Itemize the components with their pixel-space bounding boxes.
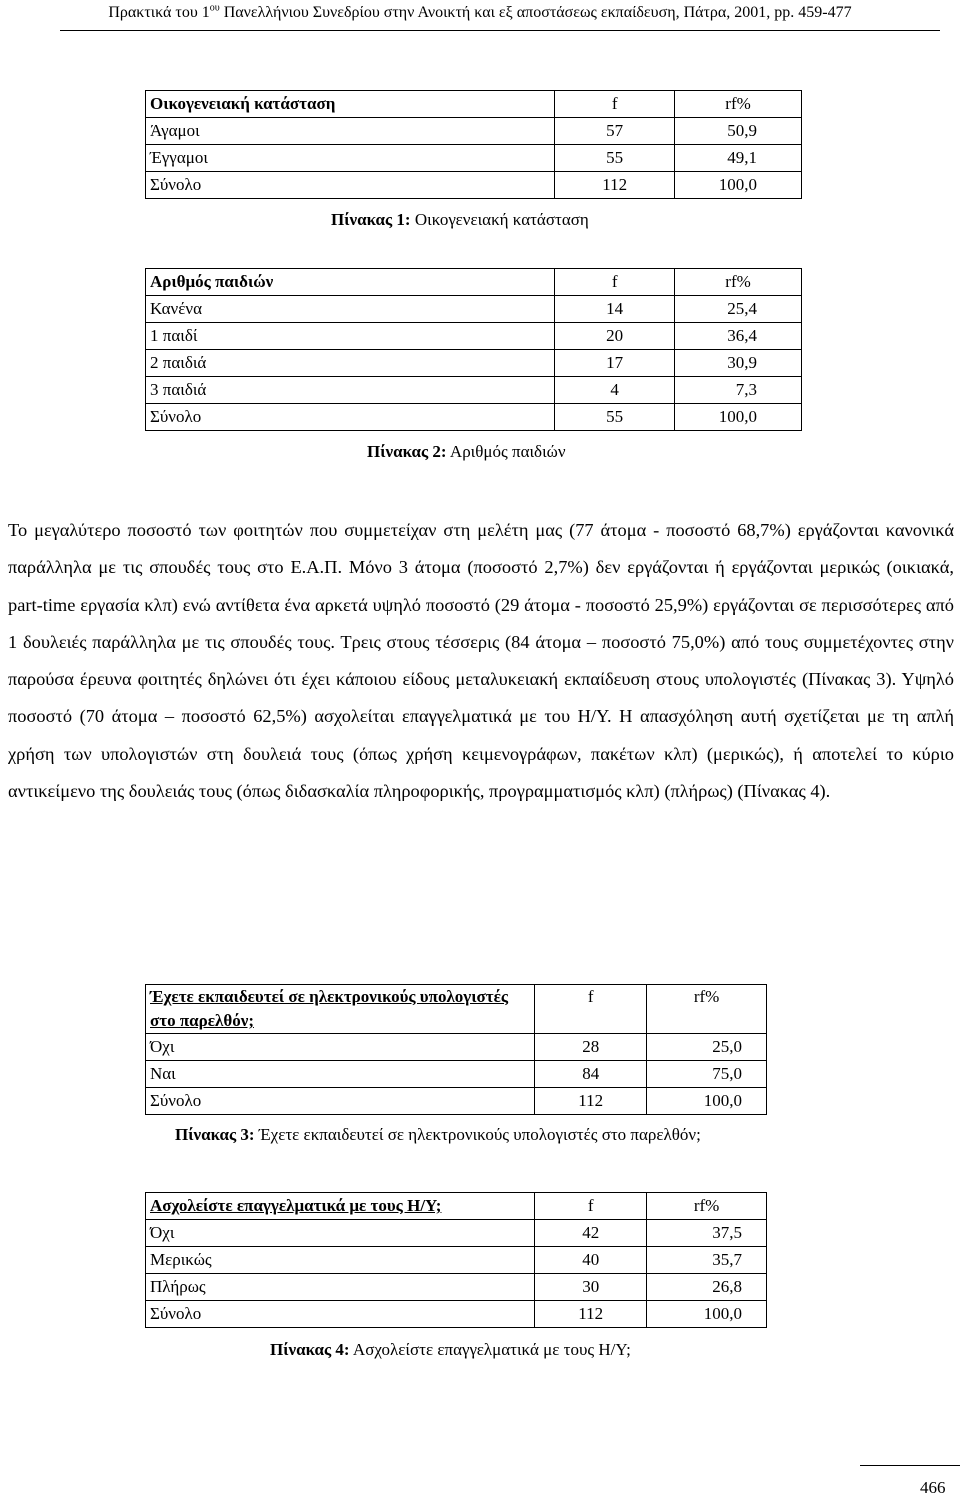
caption-label: Πίνακας 3: xyxy=(175,1125,255,1144)
header-cell: rf% xyxy=(675,91,802,118)
table-row xyxy=(146,118,802,145)
header-cell: Οικογενειακή κατάσταση xyxy=(146,91,555,118)
table-row xyxy=(146,1301,767,1328)
caption-text: Ασχολείστε επαγγελματικά με τους Η/Υ; xyxy=(349,1340,631,1359)
table-row xyxy=(146,172,802,199)
cell: Μερικώς xyxy=(146,1247,535,1274)
header-cell: rf% xyxy=(647,1193,767,1220)
cell: Σύνολο xyxy=(146,1088,535,1115)
table-row xyxy=(146,1220,767,1247)
table-row xyxy=(146,1088,767,1115)
cell: 100,0 xyxy=(647,1301,767,1328)
cell: 55 xyxy=(555,404,675,431)
cell: 112 xyxy=(555,172,675,199)
header-cell: rf% xyxy=(647,985,767,1034)
cell: 20 xyxy=(555,323,675,350)
caption-label: Πίνακας 4: xyxy=(270,1340,350,1359)
cell: Σύνολο xyxy=(146,172,555,199)
cell: 25,4 xyxy=(675,296,802,323)
cell: 30 xyxy=(535,1274,647,1301)
cell: 25,0 xyxy=(647,1034,767,1061)
cell: 14 xyxy=(555,296,675,323)
header-superscript: ου xyxy=(209,2,220,14)
running-header xyxy=(0,0,960,30)
cell: Κανένα xyxy=(146,296,555,323)
caption-label: Πίνακας 1: xyxy=(331,210,411,229)
cell: 84 xyxy=(535,1061,647,1088)
table-row xyxy=(146,350,802,377)
cell: 3 παιδιά xyxy=(146,377,555,404)
table-caption xyxy=(270,1340,631,1360)
cell: 49,1 xyxy=(675,145,802,172)
cell: 28 xyxy=(535,1034,647,1061)
table-header-row xyxy=(146,1193,767,1220)
table-header-row xyxy=(146,269,802,296)
table-row xyxy=(146,1034,767,1061)
cell: 112 xyxy=(535,1088,647,1115)
table-row xyxy=(146,145,802,172)
table-computer-training xyxy=(145,984,767,1115)
cell: Σύνολο xyxy=(146,404,555,431)
cell: Όχι xyxy=(146,1220,535,1247)
caption-label: Πίνακας 2: xyxy=(367,442,447,461)
header-cell: f xyxy=(555,91,675,118)
table-header-row xyxy=(146,91,802,118)
cell: 40 xyxy=(535,1247,647,1274)
page-number: 466 xyxy=(920,1478,946,1497)
header-suffix: Πανελλήνιου Συνεδρίου στην Ανοικτή και εξ αποστάσεως εκπαίδευση, Πάτρα, 2001, pp. 459-477 xyxy=(219,4,852,21)
caption-text: Οικογενειακή κατάσταση xyxy=(410,210,589,229)
cell: 42 xyxy=(535,1220,647,1247)
table-professional-computer-use xyxy=(145,1192,767,1328)
header-cell: Ασχολείστε επαγγελματικά με τους Η/Υ; xyxy=(146,1193,535,1220)
cell: 100,0 xyxy=(675,172,802,199)
cell: 7,3 xyxy=(675,377,802,404)
table-row xyxy=(146,323,802,350)
header-cell: rf% xyxy=(675,269,802,296)
header-cell: Έχετε εκπαιδευτεί σε ηλεκτρονικούς υπολογιστές στο παρελθόν; xyxy=(146,985,535,1034)
cell: 26,8 xyxy=(647,1274,767,1301)
cell: 17 xyxy=(555,350,675,377)
table-row xyxy=(146,1274,767,1301)
cell: 75,0 xyxy=(647,1061,767,1088)
header-cell: f xyxy=(535,1193,647,1220)
cell: 55 xyxy=(555,145,675,172)
cell: Έγγαμοι xyxy=(146,145,555,172)
table-row xyxy=(146,1247,767,1274)
header-rule xyxy=(60,30,940,31)
caption-text: Έχετε εκπαιδευτεί σε ηλεκτρονικούς υπολογιστές στο παρελθόν; xyxy=(254,1125,701,1144)
table-row xyxy=(146,404,802,431)
body-paragraph: Το μεγαλύτερο ποσοστό των φοιτητών που συμμετείχαν στη μελέτη μας (77 άτομα - ποσοστό 68,7%) εργάζονται κανονικά παράλληλα με τις σπουδές τους στο Ε.Α.Π. Μόνο 3 άτομα (ποσοστό 2,7%) δεν εργάζονται ή εργάζονται μερικώς (οικιακά, part-time εργασία κλπ) ενώ αντίθετα ένα αρκετά υψηλό ποσοστό (29 άτομα - ποσοστό 25,9%) εργάζονται σε περισσότερες από 1 δουλειές παράλληλα με τις σπουδές τους. Τρεις στους τέσσερις (84 άτομα – ποσοστό 75,0%) από τους συμμετέχοντες στην παρούσα έρευνα φοιτητές δηλώνει ότι έχει κάποιου είδους μεταλυκειακή εκπαίδευση στους υπολογιστές (Πίνακας 3). Υψηλό ποσοστό (70 άτομα – ποσοστό 62,5%) ασχολείται επαγγελματικά με του Η/Υ. Η απασχόληση αυτή σχετίζεται με τη απλή χρήση των υπολογιστών στη δουλειά τους (όπως χρήση κειμενογράφων, πακέτων κλπ) (μερικώς), ή αποτελεί το κύριο αντικείμενο της δουλειάς τους (όπως διδασκαλία πληροφορικής, προγραμματισμός κλπ) (πλήρως) (Πίνακας 4). xyxy=(8,520,954,802)
header-cell: f xyxy=(555,269,675,296)
table-caption xyxy=(331,210,589,230)
cell: 57 xyxy=(555,118,675,145)
cell: 35,7 xyxy=(647,1247,767,1274)
cell: 50,9 xyxy=(675,118,802,145)
table-header-row xyxy=(146,985,767,1034)
cell: 112 xyxy=(535,1301,647,1328)
table-row xyxy=(146,296,802,323)
cell: 2 παιδιά xyxy=(146,350,555,377)
cell: 30,9 xyxy=(675,350,802,377)
header-cell: f xyxy=(535,985,647,1034)
header-cell: Αριθμός παιδιών xyxy=(146,269,555,296)
table-caption xyxy=(175,1125,701,1145)
table-row xyxy=(146,377,802,404)
cell: 1 παιδί xyxy=(146,323,555,350)
cell: 37,5 xyxy=(647,1220,767,1247)
table-row xyxy=(146,1061,767,1088)
header-prefix: Πρακτικά του 1 xyxy=(108,4,210,21)
table-marital-status xyxy=(145,90,802,199)
cell: Όχι xyxy=(146,1034,535,1061)
cell: 4 xyxy=(555,377,675,404)
table-number-of-children xyxy=(145,268,802,431)
cell: 36,4 xyxy=(675,323,802,350)
footer-rule xyxy=(860,1465,960,1466)
cell: Άγαμοι xyxy=(146,118,555,145)
table-caption xyxy=(367,442,566,462)
cell: 100,0 xyxy=(675,404,802,431)
cell: Ναι xyxy=(146,1061,535,1088)
cell: 100,0 xyxy=(647,1088,767,1115)
caption-text: Αριθμός παιδιών xyxy=(446,442,566,461)
cell: Σύνολο xyxy=(146,1301,535,1328)
cell: Πλήρως xyxy=(146,1274,535,1301)
